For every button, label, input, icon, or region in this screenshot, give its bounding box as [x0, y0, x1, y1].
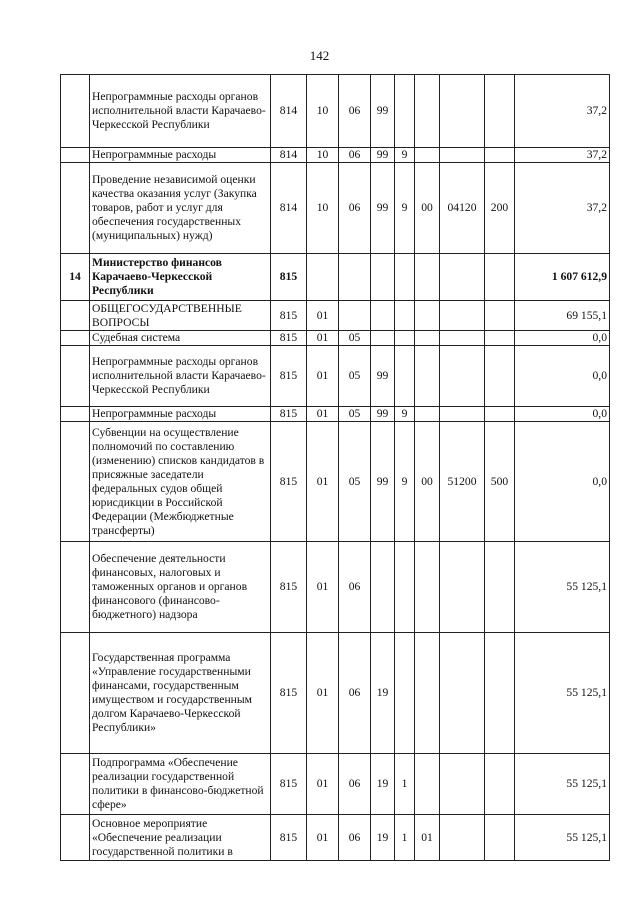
code-direction: [440, 633, 485, 754]
code-event: [415, 633, 440, 754]
row-name: Государственная программа «Управление государственными финансами, государственным имуществом и государственным долгом Карачаево-Черкесской Республики»: [90, 633, 271, 754]
code-expense-type: [485, 331, 515, 346]
code-program: 99: [371, 422, 395, 542]
code-event: [415, 75, 440, 148]
row-number: [61, 301, 90, 331]
code-section: 01: [307, 815, 339, 861]
row-amount: 1 607 612,9: [515, 254, 610, 301]
code-program: 19: [371, 815, 395, 861]
code-ministry: 815: [271, 346, 307, 407]
code-expense-type: 500: [485, 422, 515, 542]
code-subprogram: [395, 346, 415, 407]
code-section: 01: [307, 301, 339, 331]
row-number: [61, 815, 90, 861]
row-name: Субвенции на осуществление полномочий по составлению (изменению) списков кандидатов в присяжные заседатели федеральных судов общей юрисдикции в Российской Федерации (Межбюджетные трансферты): [90, 422, 271, 542]
row-number: [61, 633, 90, 754]
code-direction: [440, 407, 485, 422]
code-event: [415, 254, 440, 301]
row-amount: 55 125,1: [515, 754, 610, 815]
code-section: 01: [307, 633, 339, 754]
row-amount: 37,2: [515, 163, 610, 254]
code-ministry: 815: [271, 422, 307, 542]
code-subprogram: [395, 633, 415, 754]
row-name: Непрограммные расходы органов исполнительной власти Карачаево-Черкесской Республики: [90, 346, 271, 407]
table-row: [61, 331, 610, 346]
row-number: [61, 346, 90, 407]
table-row: [61, 422, 610, 542]
code-program: 99: [371, 407, 395, 422]
row-number: [61, 163, 90, 254]
code-expense-type: [485, 633, 515, 754]
code-event: [415, 331, 440, 346]
code-ministry: 815: [271, 754, 307, 815]
code-ministry: 815: [271, 407, 307, 422]
code-ministry: 815: [271, 542, 307, 633]
code-event: [415, 301, 440, 331]
code-direction: [440, 815, 485, 861]
code-program: 99: [371, 148, 395, 163]
code-direction: [440, 75, 485, 148]
row-amount: 55 125,1: [515, 815, 610, 861]
code-program: [371, 254, 395, 301]
table-row: [61, 163, 610, 254]
page-number: 142: [309, 48, 330, 63]
code-direction: [440, 301, 485, 331]
code-program: 99: [371, 346, 395, 407]
row-amount: 37,2: [515, 148, 610, 163]
code-subsection: 06: [339, 754, 371, 815]
row-number: [61, 407, 90, 422]
code-expense-type: [485, 148, 515, 163]
table-row: [61, 633, 610, 754]
row-amount: 37,2: [515, 75, 610, 148]
code-direction: [440, 254, 485, 301]
table-row: [61, 346, 610, 407]
row-amount: 55 125,1: [515, 633, 610, 754]
code-expense-type: [485, 542, 515, 633]
code-event: 01: [415, 815, 440, 861]
table-row: [61, 301, 610, 331]
code-program: 99: [371, 75, 395, 148]
code-subprogram: [395, 75, 415, 148]
row-name: ОБЩЕГОСУДАРСТВЕННЫЕ ВОПРОСЫ: [90, 301, 271, 331]
code-direction: 51200: [440, 422, 485, 542]
code-section: [307, 254, 339, 301]
table-row: [61, 542, 610, 633]
row-number: [61, 148, 90, 163]
row-amount: 0,0: [515, 422, 610, 542]
row-name: Подпрограмма «Обеспечение реализации государственной политики в финансово-бюджетной сфере»: [90, 754, 271, 815]
code-event: [415, 148, 440, 163]
code-ministry: 815: [271, 331, 307, 346]
code-subsection: 06: [339, 633, 371, 754]
code-section: 01: [307, 754, 339, 815]
table-body: [61, 75, 610, 861]
row-name: Судебная система: [90, 331, 271, 346]
row-number: [61, 542, 90, 633]
code-direction: [440, 542, 485, 633]
code-event: 00: [415, 422, 440, 542]
code-direction: [440, 754, 485, 815]
code-expense-type: [485, 754, 515, 815]
code-event: [415, 346, 440, 407]
row-name: Непрограммные расходы: [90, 407, 271, 422]
code-subsection: 06: [339, 542, 371, 633]
code-section: 01: [307, 331, 339, 346]
code-program: [371, 331, 395, 346]
code-subprogram: [395, 331, 415, 346]
code-subprogram: 9: [395, 148, 415, 163]
row-name: Обеспечение деятельности финансовых, налоговых и таможенных органов и органов финансового (финансово-бюджетного) надзора: [90, 542, 271, 633]
row-number: 14: [61, 254, 90, 301]
table-row: [61, 75, 610, 148]
code-event: [415, 542, 440, 633]
row-name: Министерство финансов Карачаево-Черкесской Республики: [90, 254, 271, 301]
row-amount: 0,0: [515, 407, 610, 422]
code-subprogram: 1: [395, 815, 415, 861]
code-subprogram: 9: [395, 422, 415, 542]
code-expense-type: [485, 407, 515, 422]
code-program: [371, 301, 395, 331]
code-subprogram: [395, 301, 415, 331]
code-ministry: 815: [271, 815, 307, 861]
code-section: 10: [307, 148, 339, 163]
table-row: [61, 754, 610, 815]
code-subsection: 05: [339, 422, 371, 542]
code-section: 01: [307, 346, 339, 407]
row-name: Непрограммные расходы органов исполнительной власти Карачаево-Черкесской Республики: [90, 75, 271, 148]
code-section: 01: [307, 407, 339, 422]
code-subsection: 05: [339, 407, 371, 422]
code-event: 00: [415, 163, 440, 254]
code-subsection: 06: [339, 148, 371, 163]
row-number: [61, 422, 90, 542]
code-subprogram: 9: [395, 407, 415, 422]
code-ministry: 815: [271, 633, 307, 754]
code-ministry: 814: [271, 163, 307, 254]
row-number: [61, 75, 90, 148]
code-direction: [440, 148, 485, 163]
code-ministry: 815: [271, 254, 307, 301]
code-expense-type: [485, 815, 515, 861]
code-subprogram: [395, 254, 415, 301]
code-section: 10: [307, 163, 339, 254]
row-amount: 0,0: [515, 346, 610, 407]
code-program: [371, 542, 395, 633]
code-direction: [440, 346, 485, 407]
code-subprogram: 9: [395, 163, 415, 254]
code-ministry: 814: [271, 75, 307, 148]
code-subsection: 06: [339, 163, 371, 254]
code-subsection: 05: [339, 331, 371, 346]
row-number: [61, 331, 90, 346]
row-amount: 0,0: [515, 331, 610, 346]
row-name: Проведение независимой оценки качества оказания услуг (Закупка товаров, работ и услуг для обеспечения государственных (муниципальных) нужд): [90, 163, 271, 254]
table-row: [61, 815, 610, 861]
code-event: [415, 407, 440, 422]
table-row: [61, 407, 610, 422]
code-ministry: 815: [271, 301, 307, 331]
code-ministry: 814: [271, 148, 307, 163]
code-expense-type: [485, 301, 515, 331]
code-subprogram: [395, 542, 415, 633]
code-expense-type: 200: [485, 163, 515, 254]
code-subsection: [339, 301, 371, 331]
row-name: Основное мероприятие «Обеспечение реализации государственной политики в: [90, 815, 271, 861]
row-amount: 69 155,1: [515, 301, 610, 331]
table-row: [61, 148, 610, 163]
row-name: Непрограммные расходы: [90, 148, 271, 163]
budget-table: [60, 74, 610, 861]
row-amount: 55 125,1: [515, 542, 610, 633]
code-section: 01: [307, 542, 339, 633]
code-program: 19: [371, 754, 395, 815]
code-program: 19: [371, 633, 395, 754]
table-row: [61, 254, 610, 301]
code-expense-type: [485, 346, 515, 407]
code-subsection: 06: [339, 75, 371, 148]
code-direction: 04120: [440, 163, 485, 254]
code-subprogram: 1: [395, 754, 415, 815]
code-section: 10: [307, 75, 339, 148]
code-event: [415, 754, 440, 815]
code-direction: [440, 331, 485, 346]
row-number: [61, 754, 90, 815]
code-subsection: [339, 254, 371, 301]
code-section: 01: [307, 422, 339, 542]
code-expense-type: [485, 254, 515, 301]
code-subsection: 06: [339, 815, 371, 861]
code-program: 99: [371, 163, 395, 254]
code-subsection: 05: [339, 346, 371, 407]
code-expense-type: [485, 75, 515, 148]
